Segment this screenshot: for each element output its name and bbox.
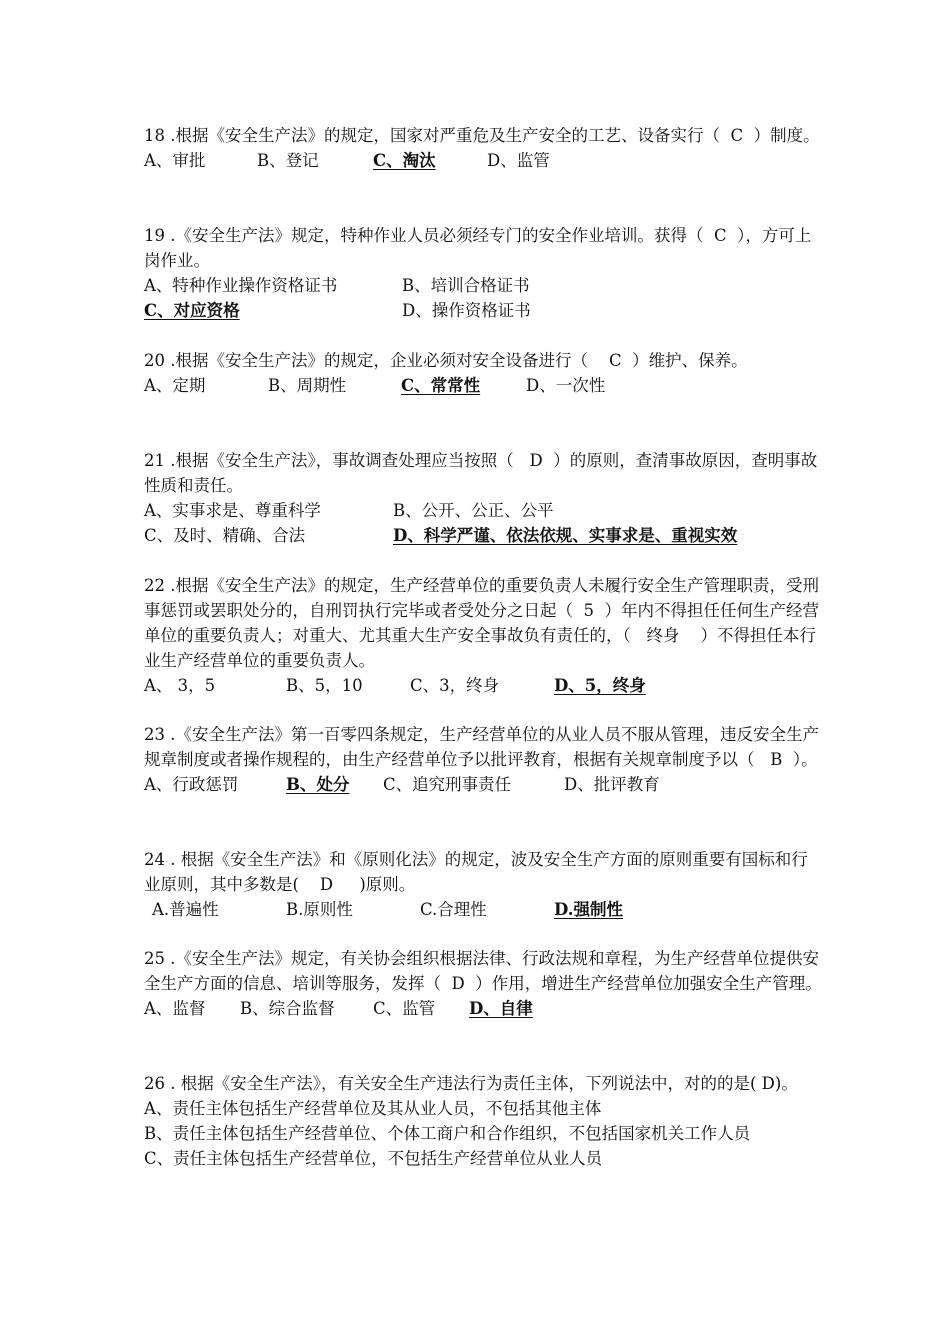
option-b: B、责任主体包括生产经营单位、个体工商户和合作组织，不包括国家机关工作人员 [144, 1124, 751, 1143]
option-d: D、操作资格证书 [402, 301, 531, 320]
question-20 [144, 348, 824, 398]
options-row [144, 298, 824, 323]
options-row [144, 373, 824, 398]
options-row [144, 772, 824, 797]
option-a: A、责任主体包括生产经营单位及其从业人员，不包括其他主体 [144, 1099, 602, 1118]
question-stem: 21 .根据《安全生产法》，事故调查处理应当按照（ D ）的原则，查清事故原因，查明事故性质和责任。 [144, 451, 818, 495]
option-c-answer: C、对应资格 [144, 301, 240, 320]
question-25 [144, 946, 824, 1021]
question-26 [144, 1071, 824, 1171]
option-b: B、登记 [257, 151, 319, 170]
option-c: C、及时、精确、合法 [144, 526, 306, 545]
option-a: A、 3，5 [144, 676, 216, 695]
option-d: D、监管 [487, 151, 550, 170]
option-b: B、公开、公正、公平 [393, 501, 554, 520]
question-18 [144, 123, 824, 173]
option-c: C.合理性 [420, 900, 487, 919]
option-a: A、行政惩罚 [144, 775, 239, 794]
options-row [144, 897, 824, 922]
option-c: C、监管 [373, 999, 436, 1018]
options-row [144, 523, 824, 548]
question-19 [144, 223, 824, 323]
options-row [144, 996, 824, 1021]
option-b: B、5，10 [286, 676, 363, 695]
question-23 [144, 722, 824, 797]
question-21 [144, 448, 824, 548]
question-22 [144, 573, 824, 698]
option-d-answer: D、自律 [469, 999, 533, 1018]
question-stem: 23 .《安全生产法》第一百零四条规定，生产经营单位的从业人员不服从管理，违反安全生产规章制度或者操作规程的，由生产经营单位予以批评教育，根据有关规章制度予以（ B ）。 [144, 725, 819, 769]
question-stem: 20 .根据《安全生产法》的规定，企业必须对安全设备进行（ C ）维护、保养。 [144, 351, 748, 370]
question-stem: 19 .《安全生产法》规定，特种作业人员必须经专门的安全作业培训。获得（ C ），方可上岗作业。 [144, 226, 812, 270]
option-d-answer: D.强制性 [554, 900, 623, 919]
option-b: B、周期性 [268, 376, 347, 395]
option-c-answer: C、淘汰 [373, 151, 436, 170]
option-a: A、特种作业操作资格证书 [144, 276, 338, 295]
option-a: A.普遍性 [152, 900, 219, 919]
option-d-answer: D、5，终身 [554, 676, 646, 695]
option-a: A、定期 [144, 376, 206, 395]
question-stem: 18 .根据《安全生产法》的规定，国家对严重危及生产安全的工艺、设备实行（ C ）制度。 [144, 126, 820, 145]
options-row [144, 148, 824, 173]
option-c: C、责任主体包括生产经营单位，不包括生产经营单位从业人员 [144, 1149, 603, 1168]
question-stem: 26 . 根据《安全生产法》，有关安全生产违法行为责任主体，下列说法中，对的的是( D)。 [144, 1074, 798, 1093]
option-d-answer: D、科学严谨、依法依规、实事求是、重视实效 [393, 526, 738, 545]
option-d: D、批评教育 [564, 775, 660, 794]
option-a: A、实事求是、尊重科学 [144, 501, 321, 520]
option-c-answer: C、常常性 [401, 376, 481, 395]
option-c: C、3，终身 [410, 676, 500, 695]
question-stem: 22 .根据《安全生产法》的规定，生产经营单位的重要负责人未履行安全生产管理职责，受刑事惩罚或罢职处分的，自刑罚执行完毕或者受处分之日起（ 5 ）年内不得担任任何生产经营单位的重要负责人；对重大、尤其重大生产安全事故负有责任的，（ 终身 ）不得担任本行业生产经营单位的重要负责人。 [144, 576, 819, 670]
options-row [144, 273, 824, 298]
question-stem: 24 . 根据《安全生产法》和《原则化法》的规定，波及安全生产方面的原则重要有国标和行业原则，其中多数是( D )原则。 [144, 850, 808, 894]
question-24 [144, 847, 824, 922]
option-b-answer: B、处分 [286, 775, 350, 794]
question-stem: 25 .《安全生产法》规定，有关协会组织根据法律、行政法规和章程，为生产经营单位提供安全生产方面的信息、培训等服务，发挥（ D ）作用，增进生产经营单位加强安全生产管理。 [144, 949, 822, 993]
option-b: B.原则性 [286, 900, 353, 919]
option-c: C、追究刑事责任 [383, 775, 512, 794]
option-a: A、审批 [144, 151, 206, 170]
option-a: A、监督 [144, 999, 206, 1018]
options-row [144, 498, 824, 523]
option-b: B、培训合格证书 [402, 276, 530, 295]
option-b: B、综合监督 [240, 999, 335, 1018]
options-row [144, 673, 824, 698]
option-d: D、一次性 [526, 376, 606, 395]
